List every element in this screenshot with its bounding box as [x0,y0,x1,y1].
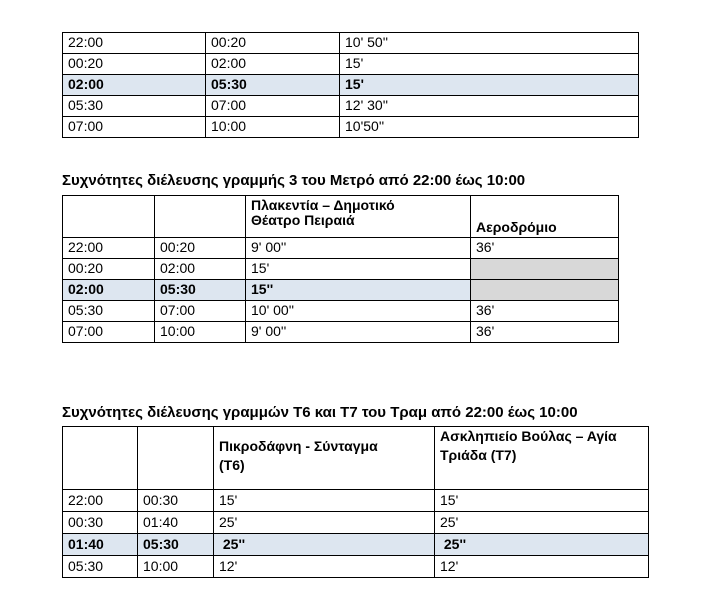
frequency: 36' [471,238,619,259]
table-row [63,54,639,75]
header-route-plakentia [246,196,471,238]
frequency: 25' [214,512,435,534]
table-row [63,96,639,117]
time-to: 07:00 [155,301,246,322]
time-to: 02:00 [206,54,340,75]
time-to: 00:20 [155,238,246,259]
time-to: 10:00 [206,117,340,138]
frequency: 15' [214,490,435,512]
table-row [63,556,649,578]
table-row [63,259,619,280]
time-from: 05:30 [63,556,138,578]
table-row-highlighted [63,75,639,96]
frequency: 10'50'' [340,117,639,138]
time-from: 01:40 [63,534,138,556]
frequency: 10' 50'' [340,33,639,54]
time-from: 22:00 [63,490,138,512]
frequency: 25' [435,512,649,534]
header-route-t7 [435,427,649,490]
header-route-airport: Αεροδρόμιο [471,196,619,238]
header-line: Τριάδα (Τ7) [440,447,517,464]
schedule-table-tram [62,426,649,578]
time-to: 10:00 [138,556,214,578]
time-to: 05:30 [138,534,214,556]
frequency: 36' [471,301,619,322]
frequency: 36' [471,322,619,343]
table-header-row [63,427,649,490]
frequency: 10' 00'' [246,301,471,322]
time-to: 05:30 [155,280,246,301]
frequency: 15' [340,75,639,96]
header-line: Ασκληπιείο Βούλας – Αγία [440,428,617,444]
frequency: 15'' [246,280,471,301]
table-row [63,117,639,138]
frequency: 15' [246,259,471,280]
frequency: 15' [435,490,649,512]
time-from: 00:20 [63,54,206,75]
section-title-metro: Συχνότητες διέλευσης γραμμής 3 του Μετρό από 22:00 έως 10:00 [62,172,526,189]
header-line: (Τ6) [219,457,245,474]
time-to: 00:20 [206,33,340,54]
table-row-highlighted [63,534,649,556]
header-empty [63,427,138,490]
header-route-t6 [214,427,435,490]
time-to: 07:00 [206,96,340,117]
table-row [63,301,619,322]
frequency: 12' 30'' [340,96,639,117]
schedule-table-metro [62,195,619,343]
table-row-highlighted [63,280,619,301]
frequency: 25'' [435,534,649,556]
header-line: Θέατρο Πειραιά [251,212,355,229]
time-from: 05:30 [63,301,155,322]
table-header-row [63,196,619,238]
header-line: Πικροδάφνη - Σύνταγμα [219,438,378,454]
time-from: 22:00 [63,33,206,54]
time-to: 02:00 [155,259,246,280]
time-from: 22:00 [63,238,155,259]
frequency-empty [471,259,619,280]
section-title-tram: Συχνότητες διέλευσης γραμμών Τ6 και Τ7 του Τραμ από 22:00 έως 10:00 [62,404,578,421]
table-row [63,33,639,54]
time-from: 02:00 [63,280,155,301]
frequency-empty [471,280,619,301]
frequency: 9' 00'' [246,238,471,259]
table-row [63,490,649,512]
time-from: 05:30 [63,96,206,117]
frequency: 15' [340,54,639,75]
time-from: 00:30 [63,512,138,534]
frequency: 12' [435,556,649,578]
time-from: 07:00 [63,322,155,343]
header-empty [155,196,246,238]
time-from: 07:00 [63,117,206,138]
header-line: Πλακεντία – Δημοτικό [251,197,395,213]
time-to: 00:30 [138,490,214,512]
frequency: 12' [214,556,435,578]
table-row [63,322,619,343]
time-to: 05:30 [206,75,340,96]
time-from: 00:20 [63,259,155,280]
table-row [63,238,619,259]
time-to: 10:00 [155,322,246,343]
table-row [63,512,649,534]
header-empty [63,196,155,238]
frequency: 25'' [214,534,435,556]
time-from: 02:00 [63,75,206,96]
header-empty [138,427,214,490]
schedule-table-1 [62,32,639,138]
time-to: 01:40 [138,512,214,534]
frequency: 9' 00'' [246,322,471,343]
